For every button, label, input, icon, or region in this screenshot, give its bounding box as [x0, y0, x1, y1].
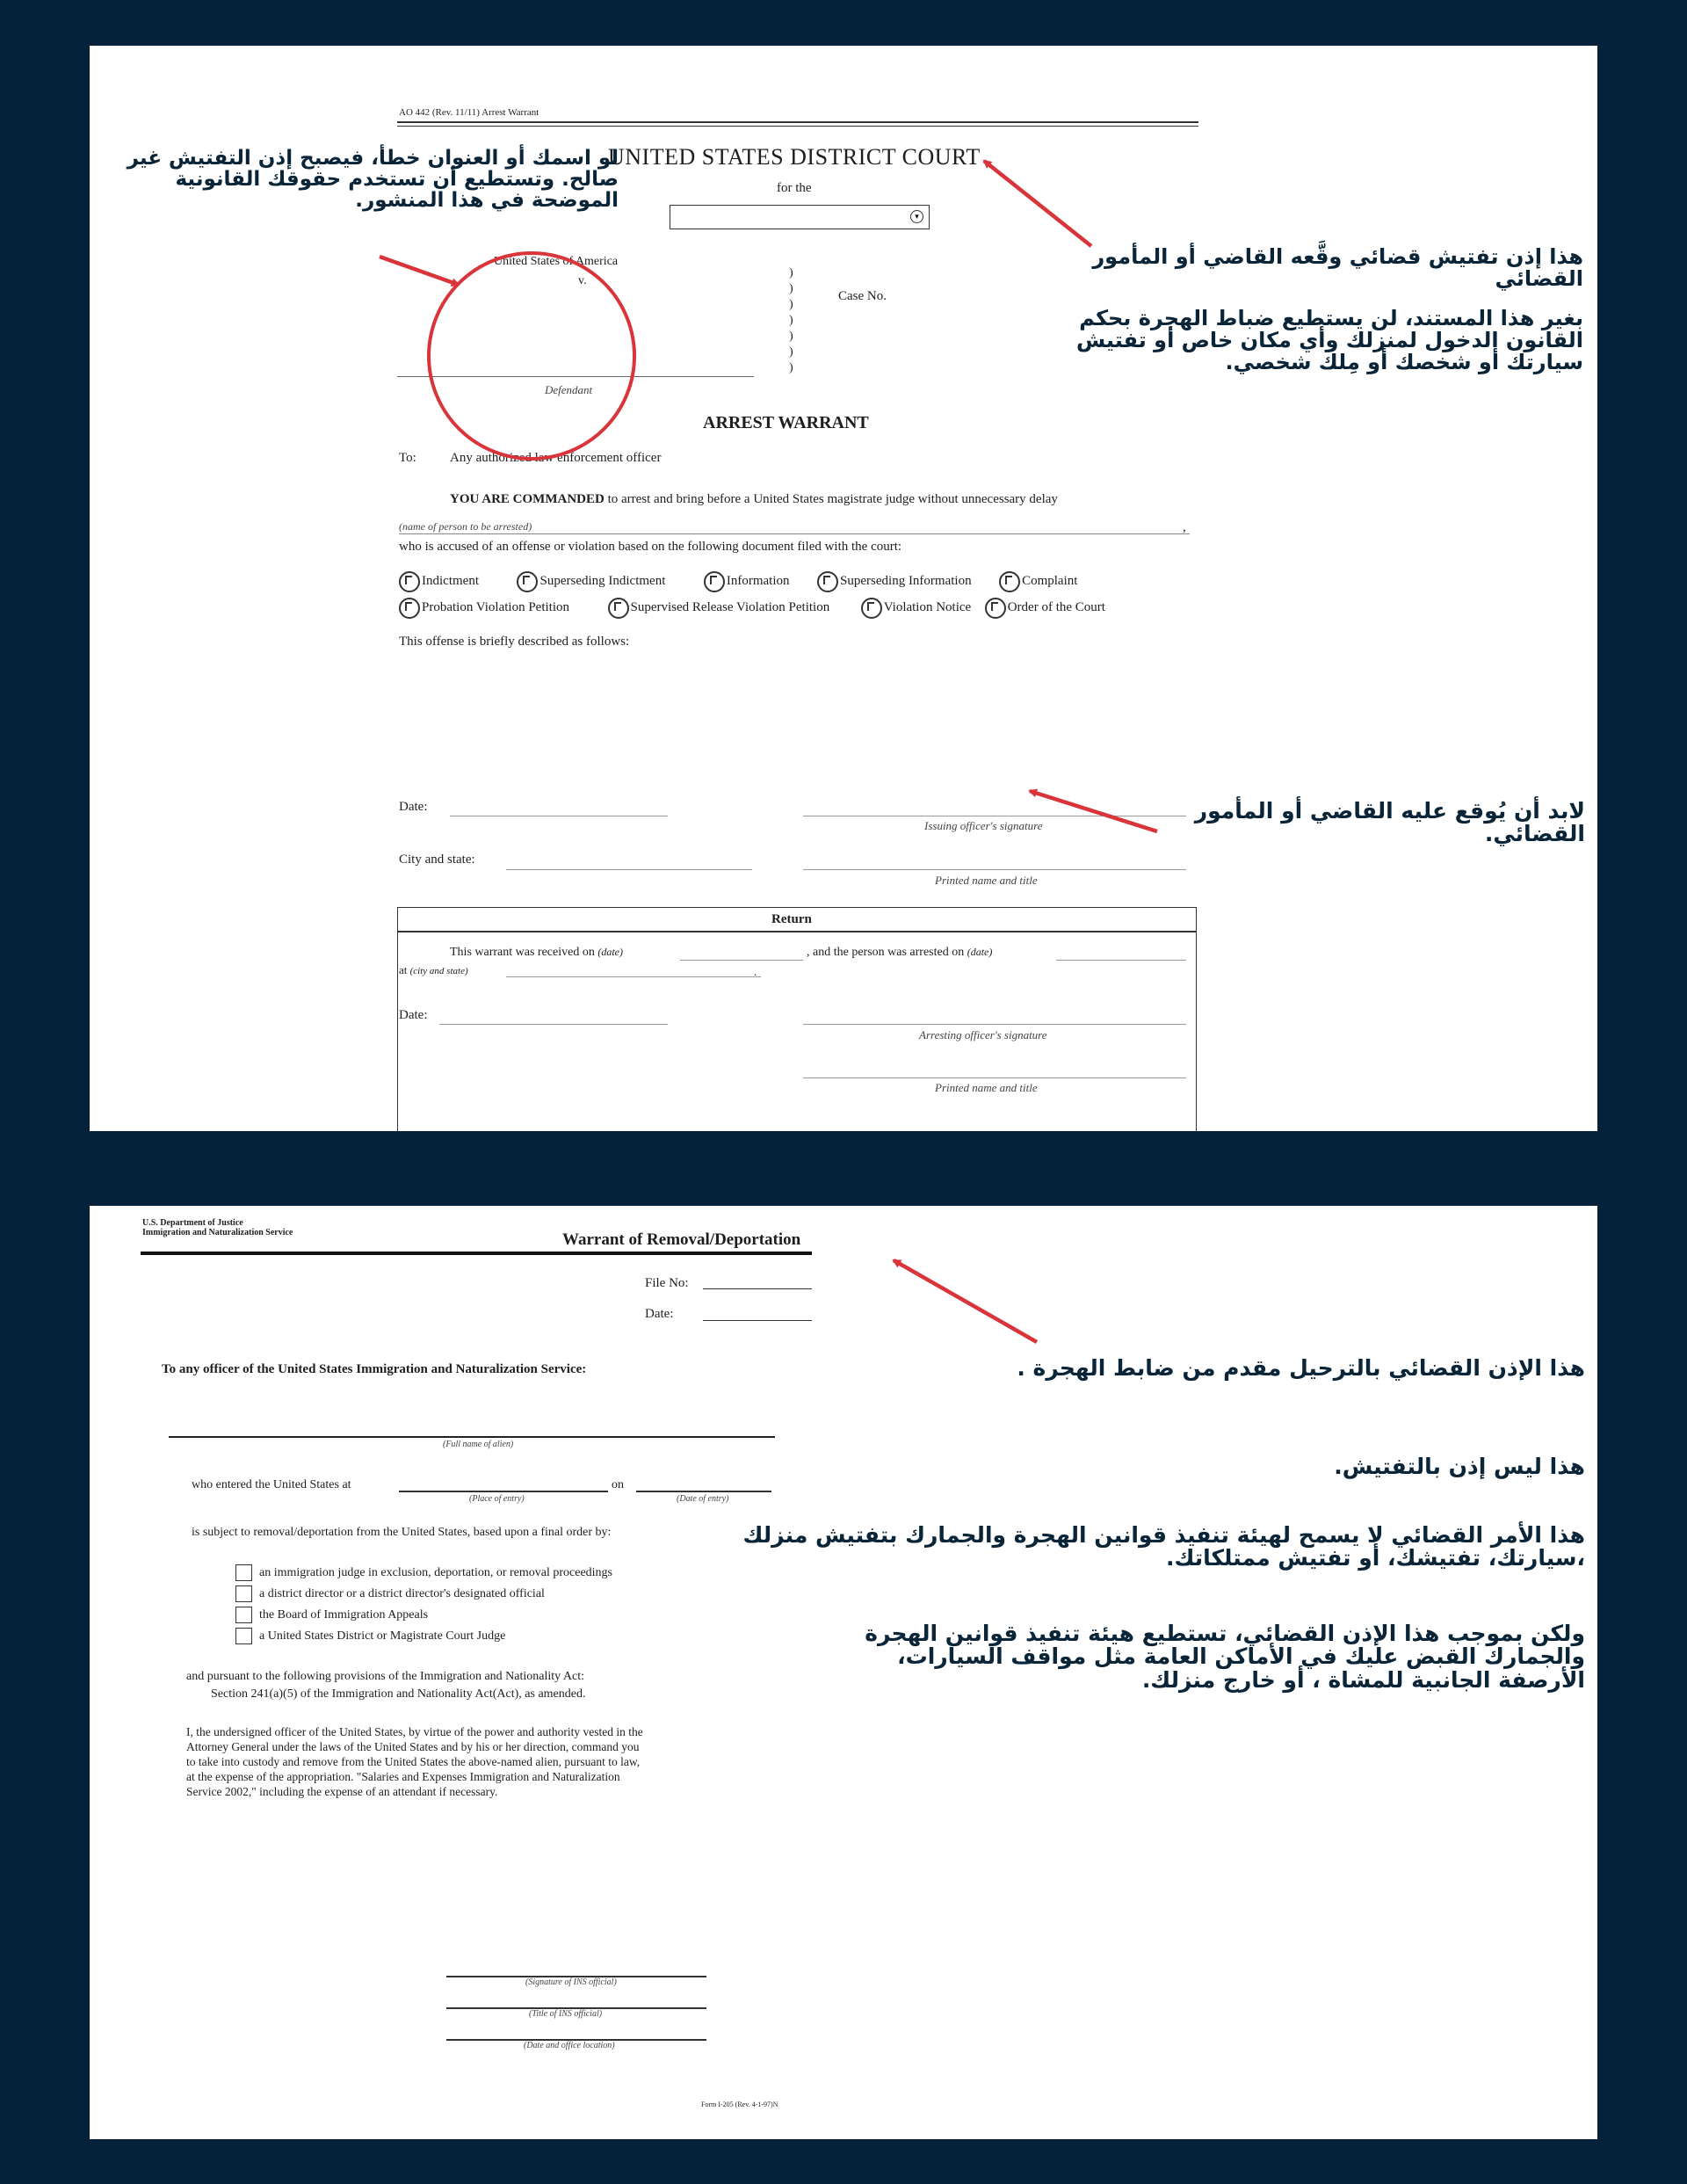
- for-the: for the: [777, 181, 812, 195]
- to-value: Any authorized law enforcement officer: [450, 451, 662, 465]
- checkbox-item[interactable]: a United States District or Magistrate Court Judge: [235, 1626, 612, 1647]
- issuing-sig-label: Issuing officer's signature: [924, 819, 1043, 832]
- chevron-down-icon: ▾: [910, 210, 923, 223]
- court-title: UNITED STATES DISTRICT COURT: [608, 144, 981, 170]
- offense-line: This offense is briefly described as follows:: [399, 635, 630, 649]
- checkbox-item[interactable]: the Board of Immigration Appeals: [235, 1605, 612, 1626]
- option-indictment[interactable]: Indictment: [399, 574, 479, 588]
- checkbox-item[interactable]: an immigration judge in exclusion, deportation, or removal proceedings: [235, 1563, 612, 1584]
- received-label: This warrant was received on: [450, 946, 595, 959]
- option-superseding-indictment[interactable]: Superseding Indictment: [517, 574, 665, 588]
- return-title: Return: [771, 912, 812, 926]
- paragraph-line: I, the undersigned officer of the United States, by virtue of the power and authority vested in the: [186, 1725, 643, 1738]
- date-office-label: (Date and office location): [524, 2041, 615, 2050]
- option-violation-notice[interactable]: Violation Notice: [861, 600, 972, 614]
- file-no-label: File No:: [645, 1276, 689, 1290]
- arrested-date-label: (date): [967, 946, 993, 958]
- arrow-to-issuing-signature: [1030, 791, 1157, 831]
- case-no-label: Case No.: [838, 289, 887, 303]
- received-date-label: (date): [597, 946, 623, 958]
- on-label: on: [612, 1478, 624, 1491]
- versus: v.: [578, 274, 587, 287]
- paragraph-line: Service 2002," including the expense of an attendant if necessary.: [186, 1785, 498, 1798]
- date-entry-label: (Date of entry): [677, 1494, 729, 1504]
- paragraph-line: to take into custody and remove from the United States the above-named alien, pursuant to law,: [186, 1755, 641, 1768]
- date-label: Date:: [399, 800, 428, 814]
- city-state-label: City and state:: [399, 853, 475, 867]
- pursuant-line-1: and pursuant to the following provisions of the Immigration and Nationality Act:: [186, 1670, 584, 1683]
- place-label: (Place of entry): [469, 1494, 525, 1504]
- annotation-judicial-signed: هذا إذن تفتيش قضائي وقَّعه القاضي أو المأمور القضائي: [1092, 244, 1583, 292]
- annotation-deportation-warrant: هذا الإذن القضائي بالترحيل مقدم من ضابط الهجرة .: [1017, 1355, 1585, 1381]
- annotation-can-arrest: ولكن بموجب هذا الإذن القضائي، تستطيع هيئة تنفيذ قوانين الهجرة والجمارك القبض عليك في الأماكن العامة مثل مواقف السيارات، الأرصفة الجانبية للمشاة ، أو خارج منزلك.: [865, 1621, 1585, 1693]
- subject-line: is subject to removal/deportation from the United States, based upon a final order by:: [192, 1526, 612, 1539]
- removal-warrant-panel: [90, 1206, 1597, 2139]
- return-printed-label: Printed name and title: [935, 1081, 1038, 1094]
- case-brackets: ) ) ) ) ) ) ): [789, 266, 793, 374]
- defendant-highlight-circle: [429, 253, 634, 459]
- checkbox-item[interactable]: a district director or a district director's designated official: [235, 1584, 612, 1605]
- dept-line-1: U.S. Department of Justice: [142, 1218, 243, 1228]
- arrow-to-defendant: [380, 257, 459, 285]
- full-name-label: (Full name of alien): [443, 1440, 514, 1449]
- at-period: .: [754, 965, 757, 978]
- option-superseding-information[interactable]: Superseding Information: [817, 574, 972, 588]
- commanded-bold: YOU ARE COMMANDED: [450, 492, 605, 506]
- to-label: To:: [399, 451, 416, 465]
- removal-title: Warrant of Removal/Deportation: [562, 1230, 801, 1249]
- arrow-to-removal-title: [894, 1260, 1037, 1342]
- annotation-no-search-allowed: هذا الأمر القضائي لا يسمح لهيئة تنفيذ قوانين الهجرة والجمارك بتفتيش منزلك ،سيارتك، تفتيشك، أو تفتيش ممتلكاتك.: [742, 1522, 1585, 1571]
- pursuant-line-2: Section 241(a)(5) of the Immigration and Nationality Act(Act), as amended.: [211, 1687, 586, 1701]
- date-label: Date:: [645, 1307, 674, 1321]
- arresting-sig-label: Arresting officer's signature: [919, 1028, 1047, 1041]
- sig-ins-label: (Signature of INS official): [525, 1977, 617, 1987]
- paragraph-line: at the expense of the appropriation. "Salaries and Expenses Immigration and Naturalization: [186, 1770, 620, 1783]
- name-comma: ,: [1183, 520, 1186, 534]
- at-label: at: [399, 963, 408, 976]
- option-supervised-release[interactable]: Supervised Release Violation Petition: [608, 600, 830, 614]
- dept-line-2: Immigration and Naturalization Service: [142, 1228, 293, 1237]
- printed-name-label: Printed name and title: [935, 874, 1038, 887]
- defendant-label: Defendant: [545, 383, 593, 396]
- option-probation-violation[interactable]: Probation Violation Petition: [399, 600, 569, 614]
- annotation-must-sign: لابد أن يُوقع عليه القاضي أو المأمور القضائي.: [1194, 798, 1585, 847]
- paragraph-line: Attorney General under the laws of the United States and by his or her direction, command you: [186, 1740, 640, 1753]
- warrant-title: ARREST WARRANT: [703, 413, 869, 432]
- title-ins-label: (Title of INS official): [529, 2009, 603, 2019]
- return-date-label: Date:: [399, 1008, 428, 1022]
- option-complaint[interactable]: Complaint: [999, 574, 1077, 588]
- plaintiff: United States of America: [494, 255, 619, 268]
- commanded-rest: to arrest and bring before a United States magistrate judge without unnecessary delay: [604, 492, 1058, 506]
- annotation-name-wrong: لو اسمك أو العنوان خطأ، فيصبح إذن التفتيش غير صالح. وتستطيع أن تستخدم حقوقك القانونية الموضحة في هذا المنشور.: [127, 147, 619, 213]
- annotation-not-search: هذا ليس إذن بالتفتيش.: [1334, 1454, 1585, 1479]
- annotation-graphics: [90, 46, 1597, 1131]
- form-id: AO 442 (Rev. 11/11) Arrest Warrant: [399, 107, 539, 118]
- annotation-graphics-2: [90, 1206, 1597, 2139]
- option-information[interactable]: Information: [704, 574, 790, 588]
- arrested-on-label: , and the person was arrested on: [807, 946, 965, 959]
- to-officer: To any officer of the United States Immigration and Naturalization Service:: [162, 1362, 587, 1376]
- option-order-of-court[interactable]: Order of the Court: [985, 600, 1105, 614]
- entered-line: who entered the United States at: [192, 1478, 351, 1491]
- accused-line: who is accused of an offense or violation based on the following document filed with the court:: [399, 540, 902, 554]
- annotation-without-document: بغير هذا المستند، لن يستطيع ضباط الهجرة بحكم القانون الدخول لمنزلك وأي مكان خاص أو تفتيش سيارتك أو شخصك أو مِلك شخصي.: [1075, 306, 1583, 375]
- form-no: Form I-205 (Rev. 4-1-97)N: [701, 2101, 778, 2108]
- arrest-warrant-panel: [90, 46, 1597, 1131]
- name-label: (name of person to be arrested): [399, 520, 532, 533]
- arrow-to-court-title: [984, 161, 1091, 246]
- city-state-paren: (city and state): [409, 966, 468, 976]
